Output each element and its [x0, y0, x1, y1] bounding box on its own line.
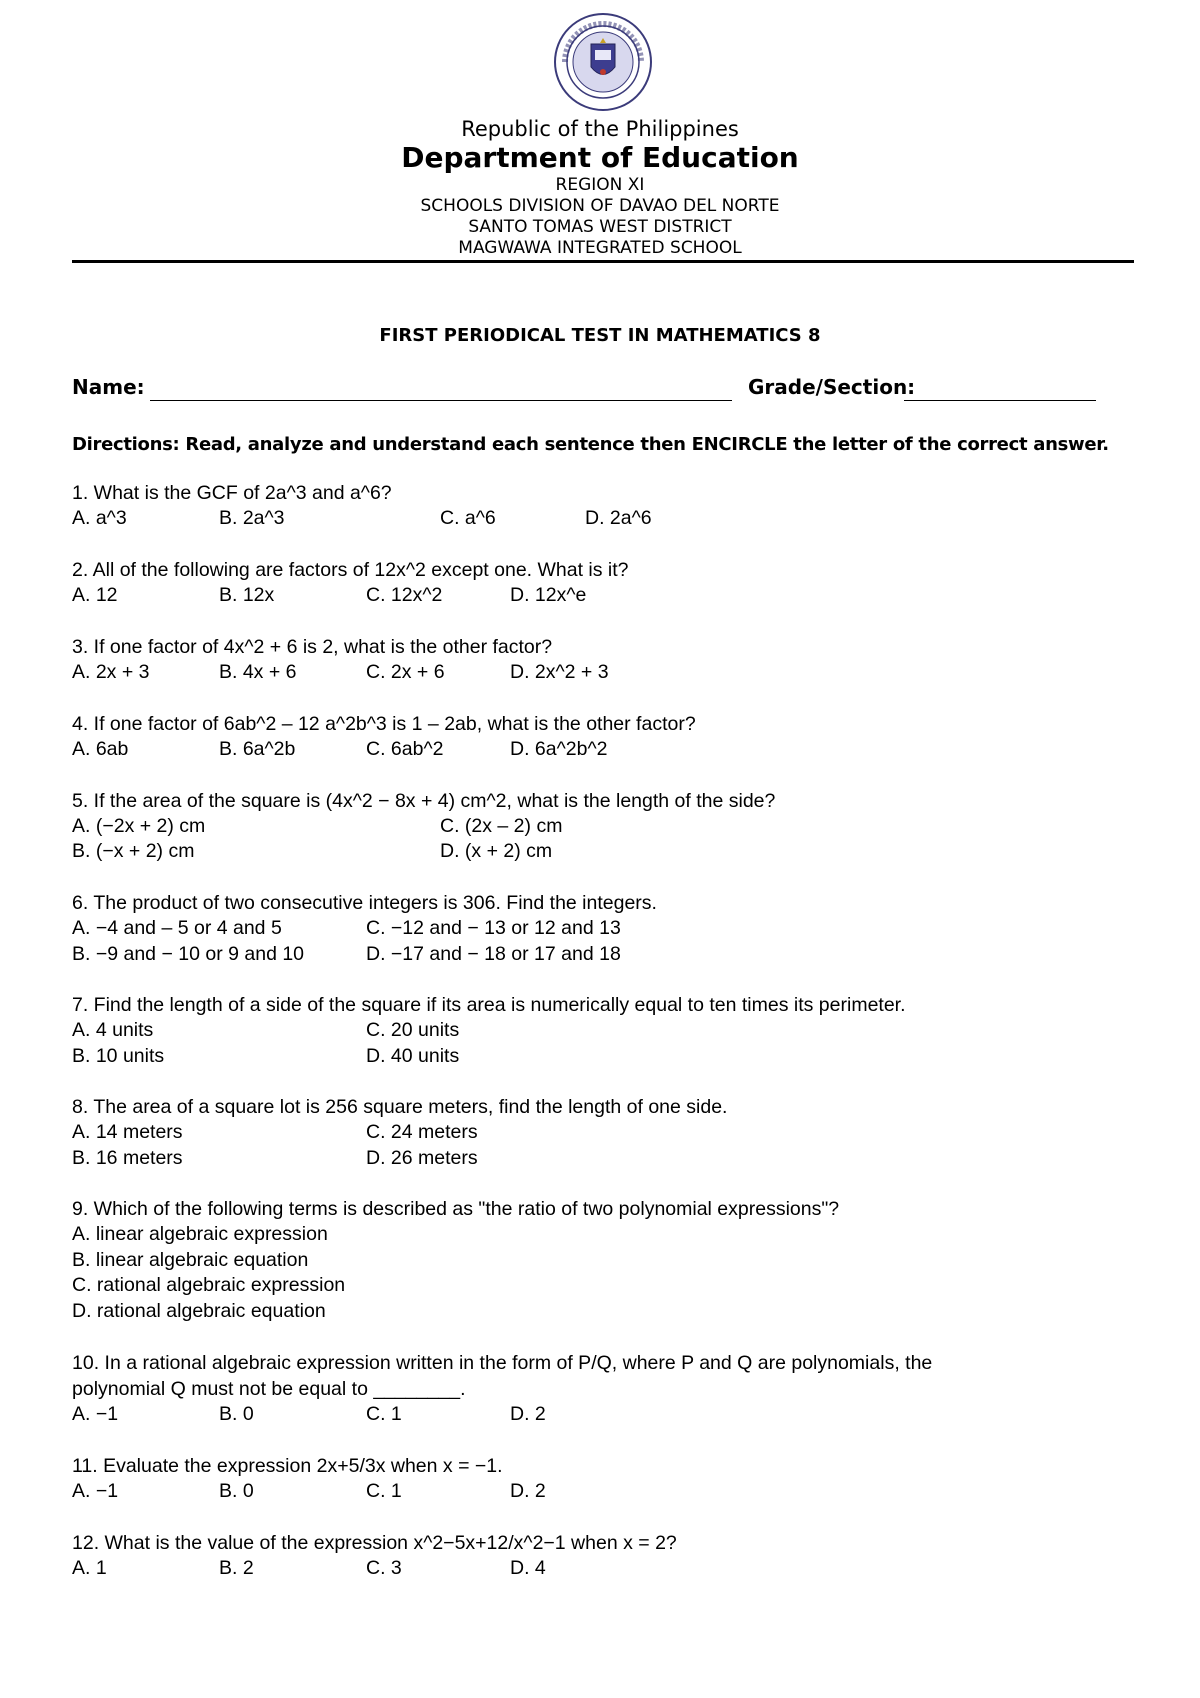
q5-option-c[interactable]: C. (2x – 2) cm: [440, 815, 563, 837]
q3-option-a[interactable]: A. 2x + 3: [72, 661, 150, 683]
q12-option-c[interactable]: C. 3: [366, 1557, 402, 1579]
q11-option-a[interactable]: A. −1: [72, 1480, 119, 1502]
q8-option-c[interactable]: C. 24 meters: [366, 1121, 478, 1143]
q5-option-a[interactable]: A. (−2x + 2) cm: [72, 815, 206, 837]
deped-seal-logo: [553, 12, 653, 112]
q10-option-d[interactable]: D. 2: [510, 1403, 546, 1425]
grade-section-field-line[interactable]: [904, 400, 1096, 401]
q3-option-b[interactable]: B. 4x + 6: [219, 661, 297, 683]
district-line: SANTO TOMAS WEST DISTRICT: [468, 217, 732, 237]
question-4: 4. If one factor of 6ab^2 – 12 a^2b^3 is 1 – 2ab, what is the other factor?: [72, 713, 696, 735]
q3-option-d[interactable]: D. 2x^2 + 3: [510, 661, 609, 683]
q1-option-d[interactable]: D. 2a^6: [585, 507, 652, 529]
q4-option-c[interactable]: C. 6ab^2: [366, 738, 444, 760]
q9-option-c[interactable]: C. rational algebraic expression: [72, 1274, 346, 1296]
q11-option-c[interactable]: C. 1: [366, 1480, 402, 1502]
q8-option-b[interactable]: B. 16 meters: [72, 1147, 183, 1169]
q12-option-a[interactable]: A. 1: [72, 1557, 107, 1579]
q6-option-c[interactable]: C. −12 and − 13 or 12 and 13: [366, 917, 621, 939]
test-title: FIRST PERIODICAL TEST IN MATHEMATICS 8: [379, 325, 821, 346]
name-label: Name:: [72, 375, 145, 399]
question-11: 11. Evaluate the expression 2x+5/3x when x = −1.: [72, 1455, 503, 1477]
q2-option-c[interactable]: C. 12x^2: [366, 584, 443, 606]
q2-option-b[interactable]: B. 12x: [219, 584, 275, 606]
q7-option-c[interactable]: C. 20 units: [366, 1019, 460, 1041]
q4-option-b[interactable]: B. 6a^2b: [219, 738, 296, 760]
grade-section-label: Grade/Section:: [748, 375, 916, 399]
q6-option-d[interactable]: D. −17 and − 18 or 17 and 18: [366, 943, 621, 965]
directions-text: Directions: Read, analyze and understand each sentence then ENCIRCLE the letter of the correct answer.: [72, 434, 1109, 455]
q5-option-d[interactable]: D. (x + 2) cm: [440, 840, 553, 862]
q5-option-b[interactable]: B. (−x + 2) cm: [72, 840, 195, 862]
q8-option-d[interactable]: D. 26 meters: [366, 1147, 478, 1169]
question-8: 8. The area of a square lot is 256 square meters, find the length of one side.: [72, 1096, 728, 1118]
question-10-line-2: polynomial Q must not be equal to ________.: [72, 1378, 466, 1400]
q4-option-a[interactable]: A. 6ab: [72, 738, 129, 760]
header-divider: [72, 260, 1134, 263]
question-1: 1. What is the GCF of 2a^3 and a^6?: [72, 482, 392, 504]
q9-option-d[interactable]: D. rational algebraic equation: [72, 1300, 326, 1322]
q8-option-a[interactable]: A. 14 meters: [72, 1121, 183, 1143]
q1-option-b[interactable]: B. 2a^3: [219, 507, 285, 529]
q9-option-a[interactable]: A. linear algebraic expression: [72, 1223, 328, 1245]
q7-option-a[interactable]: A. 4 units: [72, 1019, 154, 1041]
q7-option-d[interactable]: D. 40 units: [366, 1045, 460, 1067]
q10-option-a[interactable]: A. −1: [72, 1403, 119, 1425]
question-5: 5. If the area of the square is (4x^2 − 8x + 4) cm^2, what is the length of the side?: [72, 790, 776, 812]
q2-option-d[interactable]: D. 12x^e: [510, 584, 587, 606]
question-9: 9. Which of the following terms is described as "the ratio of two polynomial expressions"?: [72, 1198, 840, 1220]
name-field-line[interactable]: [150, 400, 732, 401]
question-2: 2. All of the following are factors of 12x^2 except one. What is it?: [72, 559, 629, 581]
question-6: 6. The product of two consecutive integers is 306. Find the integers.: [72, 892, 657, 914]
q11-option-b[interactable]: B. 0: [219, 1480, 254, 1502]
q10-option-c[interactable]: C. 1: [366, 1403, 402, 1425]
q3-option-c[interactable]: C. 2x + 6: [366, 661, 445, 683]
division-line: SCHOOLS DIVISION OF DAVAO DEL NORTE: [420, 196, 780, 216]
question-12: 12. What is the value of the expression x^2−5x+12/x^2−1 when x = 2?: [72, 1532, 677, 1554]
question-7: 7. Find the length of a side of the square if its area is numerically equal to ten times its perimeter.: [72, 994, 906, 1016]
q1-option-c[interactable]: C. a^6: [440, 507, 496, 529]
q7-option-b[interactable]: B. 10 units: [72, 1045, 165, 1067]
q2-option-a[interactable]: A. 12: [72, 584, 118, 606]
q4-option-d[interactable]: D. 6a^2b^2: [510, 738, 608, 760]
q12-option-d[interactable]: D. 4: [510, 1557, 546, 1579]
q12-option-b[interactable]: B. 2: [219, 1557, 254, 1579]
q10-option-b[interactable]: B. 0: [219, 1403, 254, 1425]
department-line: Department of Education: [401, 141, 799, 174]
question-3: 3. If one factor of 4x^2 + 6 is 2, what is the other factor?: [72, 636, 553, 658]
school-line: MAGWAWA INTEGRATED SCHOOL: [458, 238, 742, 258]
question-10: 10. In a rational algebraic expression written in the form of P/Q, where P and Q are polynomials, the: [72, 1352, 933, 1374]
q11-option-d[interactable]: D. 2: [510, 1480, 546, 1502]
republic-line: Republic of the Philippines: [461, 117, 739, 141]
q6-option-a[interactable]: A. −4 and – 5 or 4 and 5: [72, 917, 282, 939]
q6-option-b[interactable]: B. −9 and − 10 or 9 and 10: [72, 943, 305, 965]
region-line: REGION XI: [555, 175, 645, 195]
q1-option-a[interactable]: A. a^3: [72, 507, 127, 529]
q9-option-b[interactable]: B. linear algebraic equation: [72, 1249, 309, 1271]
